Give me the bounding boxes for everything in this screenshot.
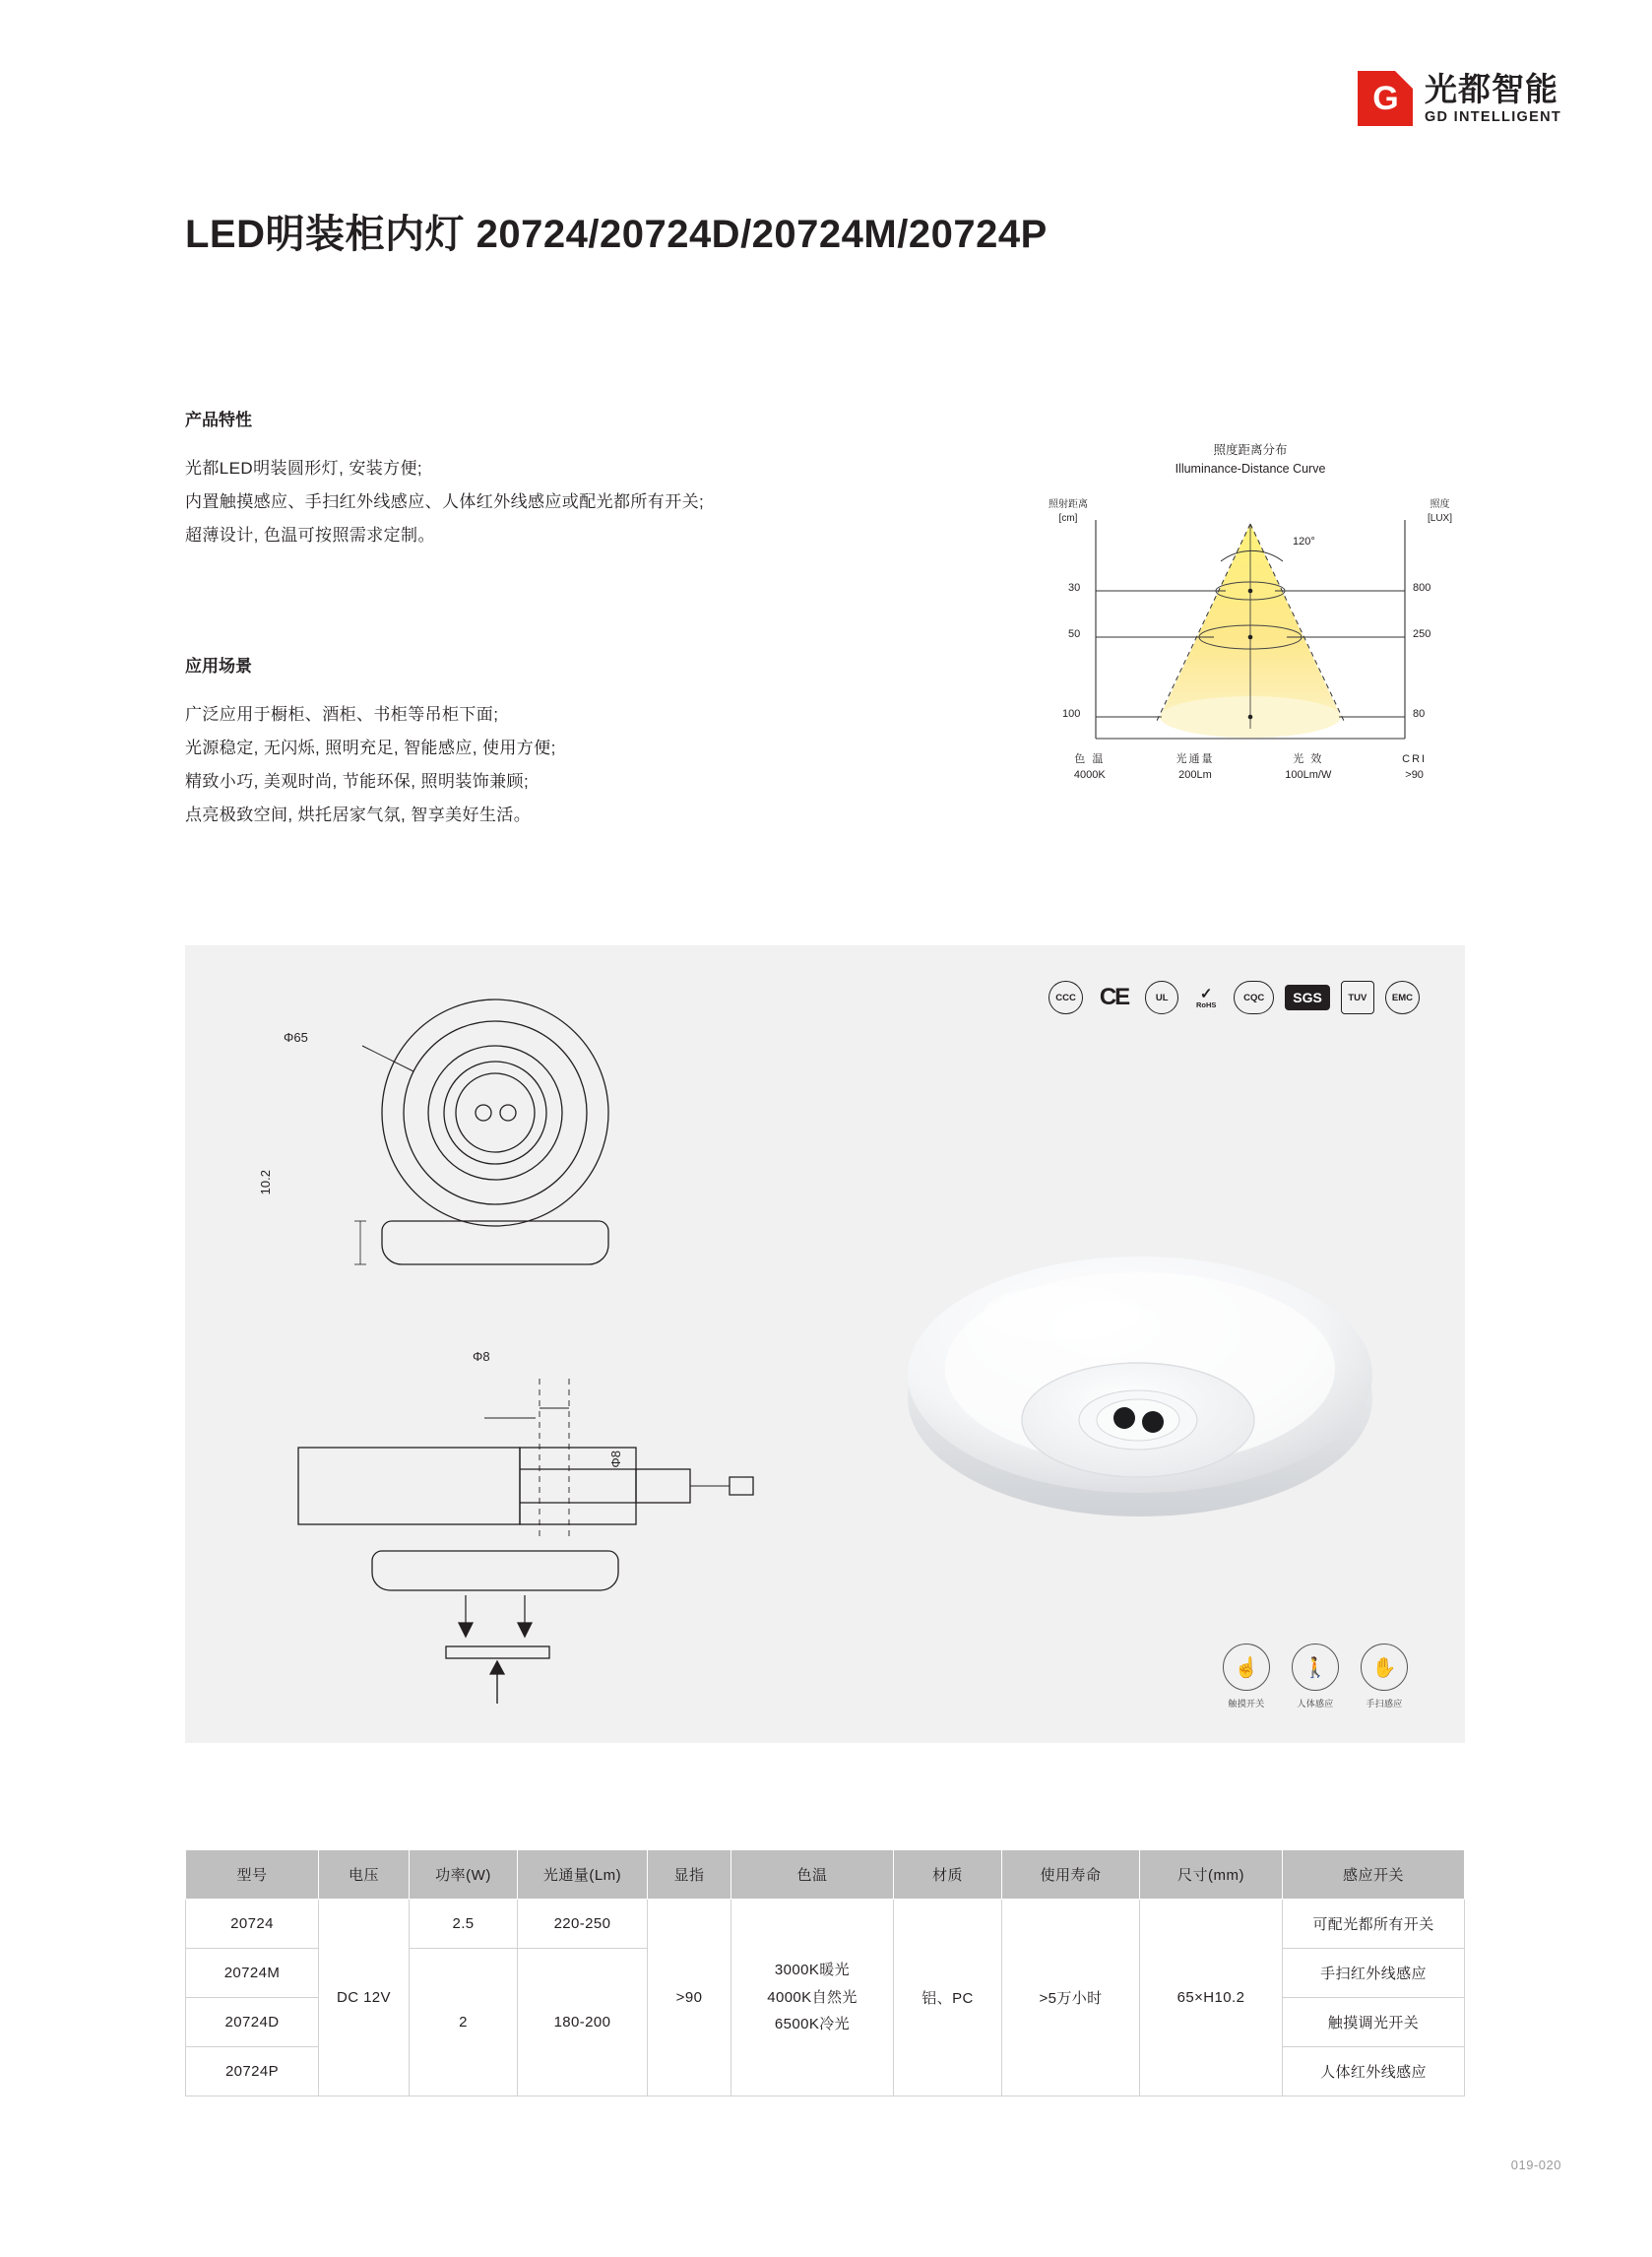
features-heading: 产品特性: [185, 411, 252, 429]
scenes-line-4: 点亮极致空间, 烘托居家气氛, 智享美好生活。: [185, 806, 532, 824]
table-row: [186, 1900, 1465, 1949]
cell-lumen-1: 220-250: [518, 1900, 648, 1949]
chart-left-tick-1: 30: [1068, 581, 1081, 594]
cell-switch-3: 触摸调光开关: [1283, 1998, 1465, 2047]
cell-cri: >90: [648, 1900, 731, 2096]
chart-spec-cri: CRI >90: [1402, 752, 1428, 781]
illuminance-distance-chart: [1039, 441, 1462, 796]
sensor-body-label: 人体感应: [1297, 1699, 1334, 1709]
dim-hole-lower: Φ8: [608, 1451, 623, 1468]
cell-lumen-rest: 180-200: [518, 1949, 648, 2096]
brand-logo: [1358, 71, 1561, 126]
sensor-wave: [1361, 1644, 1408, 1709]
section-features: [185, 406, 704, 552]
cell-cct: 3000K暖光 4000K自然光 6500K冷光: [731, 1900, 894, 2096]
logo-text: [1424, 70, 1561, 125]
cell-model-1: 20724: [186, 1900, 319, 1949]
chart-spec-cct: 色 温 4000K: [1073, 752, 1106, 781]
dim-thickness: 10.2: [258, 1170, 273, 1195]
product-render: [874, 1103, 1406, 1566]
chart-left-tick-3: 100: [1062, 707, 1081, 720]
chart-title: [1039, 441, 1462, 479]
human-body-icon: 🚶: [1292, 1644, 1339, 1691]
cell-switch-2: 手扫红外线感应: [1283, 1949, 1465, 1998]
chart-beam-angle: 120°: [1293, 535, 1315, 548]
chart-right-tick-2: 250: [1413, 627, 1431, 640]
chart-right-tick-1: 800: [1413, 581, 1431, 594]
page-number: 019-020: [1510, 2158, 1561, 2172]
scenes-line-3: 精致小巧, 美观时尚, 节能环保, 照明装饰兼顾;: [185, 772, 530, 791]
sensor-touch: [1223, 1644, 1270, 1709]
cert-rohs-icon: ✓ RoHS: [1195, 985, 1217, 1009]
chart-svg: [1039, 492, 1462, 778]
cert-ccc-icon: CCC: [1048, 981, 1083, 1014]
th-lumen: 光通量(Lm): [518, 1850, 648, 1900]
specification-table: [185, 1849, 1465, 2096]
chart-left-tick-2: 50: [1068, 627, 1081, 640]
scenes-line-2: 光源稳定, 无闪烁, 照明充足, 智能感应, 使用方便;: [185, 739, 556, 757]
th-voltage: 电压: [319, 1850, 410, 1900]
th-size: 尺寸(mm): [1140, 1850, 1283, 1900]
logo-mark-icon: [1358, 71, 1413, 126]
chart-title-en: Illuminance-Distance Curve: [1175, 461, 1326, 476]
sensor-touch-label: 触摸开关: [1228, 1699, 1265, 1709]
features-line-3: 超薄设计, 色温可按照需求定制。: [185, 526, 435, 545]
features-line-1: 光都LED明装圆形灯, 安装方便;: [185, 459, 423, 478]
sensor-body: [1292, 1644, 1339, 1709]
cell-voltage: DC 12V: [319, 1900, 410, 2096]
cell-power-rest: 2: [410, 1949, 518, 2096]
logo-letter: G: [1372, 79, 1398, 117]
cell-switch-1: 可配光都所有开关: [1283, 1900, 1465, 1949]
cell-model-2: 20724M: [186, 1949, 319, 1998]
sensor-icon-row: [1223, 1644, 1408, 1709]
brand-name-en: GD INTELLIGENT: [1424, 108, 1561, 125]
touch-hand-icon: ☝: [1223, 1644, 1270, 1691]
chart-spec-lumen: 光通量 200Lm: [1175, 752, 1215, 781]
table-header-row: [186, 1850, 1465, 1900]
cell-size: 65×H10.2: [1140, 1900, 1283, 2096]
cert-sgs-icon: SGS: [1285, 985, 1330, 1010]
scenes-line-1: 广泛应用于橱柜、酒柜、书柜等吊柜下面;: [185, 705, 499, 724]
cell-power-1: 2.5: [410, 1900, 518, 1949]
hand-wave-icon: ✋: [1361, 1644, 1408, 1691]
section-scenes: [185, 652, 556, 832]
cert-tuv-icon: TUV: [1341, 981, 1374, 1014]
scenes-heading: 应用场景: [185, 657, 252, 676]
th-cct: 色温: [731, 1850, 894, 1900]
chart-y-right-label: 照度 [LUX]: [1427, 498, 1452, 524]
cell-model-3: 20724D: [186, 1998, 319, 2047]
th-material: 材质: [894, 1850, 1002, 1900]
cell-material: 铝、PC: [894, 1900, 1002, 2096]
cert-emc-icon: EMC: [1385, 981, 1420, 1014]
chart-spec-efficacy: 光 效 100Lm/W: [1285, 752, 1332, 781]
th-lifetime: 使用寿命: [1002, 1850, 1140, 1900]
brand-name-cn: 光都智能: [1424, 70, 1558, 107]
cert-cqc-icon: CQC: [1234, 981, 1274, 1014]
chart-plot: [1039, 492, 1462, 781]
sensor-wave-label: 手扫感应: [1366, 1699, 1403, 1709]
th-power: 功率(W): [410, 1850, 518, 1900]
cert-ce-icon: CE: [1099, 984, 1129, 1010]
chart-title-cn: 照度距离分布: [1213, 443, 1288, 457]
cert-ul-icon: UL: [1145, 981, 1178, 1014]
chart-spec-row: [1039, 751, 1462, 784]
dim-hole-upper: Φ8: [473, 1349, 490, 1364]
cell-model-4: 20724P: [186, 2047, 319, 2096]
chart-right-tick-3: 80: [1413, 707, 1426, 720]
dim-diameter-top: Φ65: [284, 1030, 308, 1045]
th-switch: 感应开关: [1283, 1850, 1465, 1900]
features-line-2: 内置触摸感应、手扫红外线感应、人体红外线感应或配光都所有开关;: [185, 492, 705, 511]
page-title: LED明装柜内灯 20724/20724D/20724M/20724P: [185, 213, 1048, 256]
cell-switch-4: 人体红外线感应: [1283, 2047, 1465, 2096]
technical-drawing: [244, 985, 933, 1733]
th-cri: 显指: [648, 1850, 731, 1900]
cell-lifetime: >5万小时: [1002, 1900, 1140, 2096]
product-image-panel: [185, 945, 1465, 1743]
chart-y-left-label: 照射距离 [cm]: [1048, 498, 1088, 524]
th-model: 型号: [186, 1850, 319, 1900]
certification-badges: [1048, 981, 1420, 1014]
